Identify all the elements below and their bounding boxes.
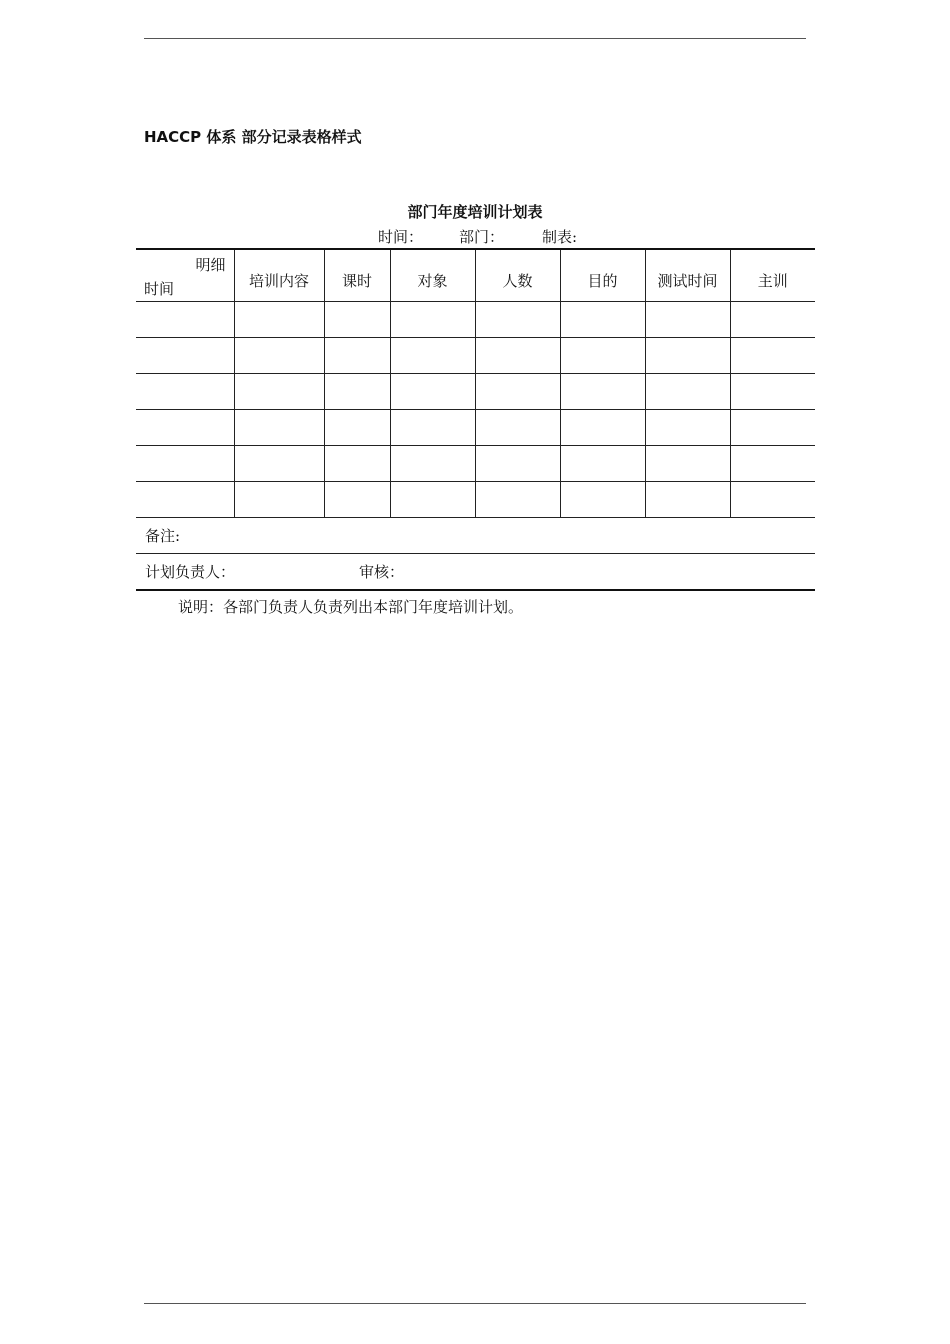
table-cell[interactable] [234,374,324,410]
table-cell[interactable] [136,482,234,518]
signature-row [136,554,815,591]
table-cell[interactable] [730,446,815,482]
column-header: 课时 [324,249,390,302]
table-cell[interactable] [645,338,730,374]
table-cell[interactable] [645,482,730,518]
table-cell[interactable] [560,338,645,374]
table-cell[interactable] [234,338,324,374]
table-cell[interactable] [645,446,730,482]
corner-header-cell [136,249,234,302]
table-row [136,446,815,482]
remarks-cell[interactable] [136,518,815,554]
column-header: 培训内容 [234,249,324,302]
table-cell[interactable] [645,374,730,410]
table-cell[interactable] [136,338,234,374]
signature-cell[interactable] [136,554,815,591]
responsible-label: 计划负责人： [145,563,236,581]
table-cell[interactable] [645,302,730,338]
table-cell[interactable] [560,482,645,518]
column-header: 对象 [390,249,475,302]
reviewer-label: 审核： [359,563,405,581]
table-cell[interactable] [136,374,234,410]
table-cell[interactable] [390,374,475,410]
table-cell[interactable] [475,482,560,518]
table-cell[interactable] [560,410,645,446]
table-cell[interactable] [560,374,645,410]
table-cell[interactable] [390,302,475,338]
table-cell[interactable] [730,374,815,410]
table-cell[interactable] [475,338,560,374]
table-cell[interactable] [560,302,645,338]
table-row [136,410,815,446]
table-cell[interactable] [136,302,234,338]
table-cell[interactable] [324,302,390,338]
table-row [136,302,815,338]
header-rule [144,38,806,39]
table-cell[interactable] [730,482,815,518]
table-cell[interactable] [324,338,390,374]
table-cell[interactable] [730,338,815,374]
column-header: 目的 [560,249,645,302]
table-cell[interactable] [475,446,560,482]
table-cell[interactable] [475,302,560,338]
table-cell[interactable] [390,410,475,446]
table-cell[interactable] [475,410,560,446]
table-cell[interactable] [645,410,730,446]
time-label: 时间： [378,228,424,246]
table-cell[interactable] [390,482,475,518]
table-cell[interactable] [475,374,560,410]
table-cell[interactable] [324,446,390,482]
form-title: 部门年度培训计划表 [407,203,543,221]
table-cell[interactable] [136,446,234,482]
table-cell[interactable] [390,446,475,482]
explanation-note: 说明：各部门负责人负责列出本部门年度培训计划。 [178,598,524,616]
table-cell[interactable] [730,410,815,446]
table-cell[interactable] [234,302,324,338]
table-cell[interactable] [234,410,324,446]
table-row [136,482,815,518]
table-cell[interactable] [730,302,815,338]
table-cell[interactable] [560,446,645,482]
corner-top-label: 明细 [195,256,226,274]
column-header: 主训 [730,249,815,302]
column-header: 测试时间 [645,249,730,302]
training-plan-table [136,248,815,591]
remarks-label: 备注: [145,527,181,545]
table-row [136,374,815,410]
table-cell[interactable] [390,338,475,374]
footer-rule [144,1303,806,1304]
department-label: 部门： [459,228,505,246]
remarks-row [136,518,815,554]
table-cell[interactable] [234,482,324,518]
document-heading: HACCP 体系 部分记录表格样式 [144,128,362,146]
table-header-row [136,249,815,302]
table-cell[interactable] [324,482,390,518]
column-header: 人数 [475,249,560,302]
table-row [136,338,815,374]
table-cell[interactable] [136,410,234,446]
corner-bottom-label: 时间 [144,280,175,298]
table-cell[interactable] [324,410,390,446]
form-meta-line [378,226,577,247]
maker-label: 制表: [542,228,578,246]
table-cell[interactable] [234,446,324,482]
table-cell[interactable] [324,374,390,410]
